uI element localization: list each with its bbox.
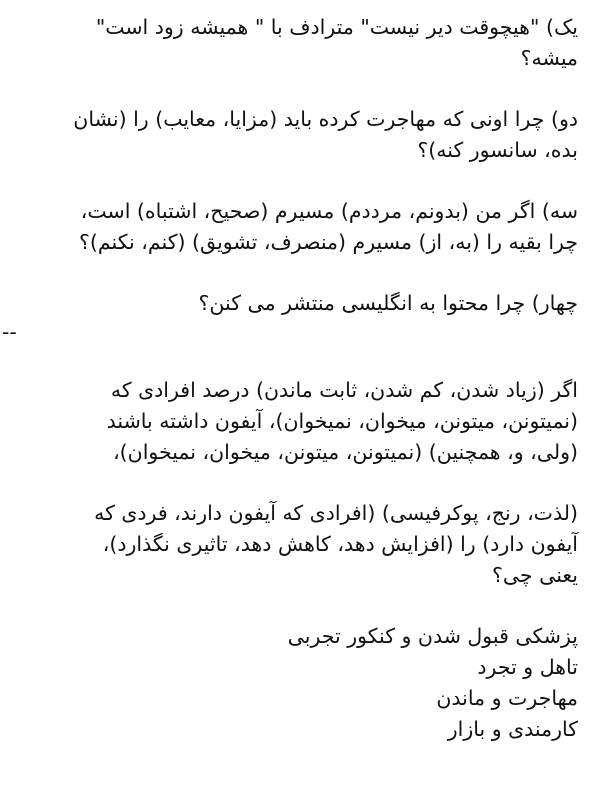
text-line: (نمیتونن، میتونن، میخوان، نمیخوان)، آیفون داشته باشند [106,409,578,433]
list-item: مهاجرت و ماندن [436,686,578,710]
text-line: (ولی، و، همچنین) (نمیتونن، میتونن، میخوان، نمیخوان)، [113,440,578,464]
paragraph-gap [22,591,578,621]
list-item: تاهل و تجرد [477,655,578,679]
paragraph-6 [22,498,578,591]
text-line: سه) اگر من (بدونم، مرددم) مسیرم (صحیح، اشتباه) است، [80,199,578,223]
question-2 [22,104,578,166]
text-line: یک) "هیچوقت دیر نیست" مترادف با " همیشه زود است" [95,15,578,39]
text-line: چهار) چرا محتوا به انگلیسی منتشر می کنن؟ [198,291,578,315]
paragraph-gap [22,345,578,375]
text-line: اگر (زیاد شدن، کم شدن، ثابت ماندن) درصد افرادی که [110,378,578,402]
question-1 [22,12,578,74]
text-line: چرا بقیه را (به، از) مسیرم (منصرف، تشویق) (کنم، نکنم)؟ [79,230,578,254]
paragraph-gap [22,74,578,104]
text-line: بده، سانسور کنه)؟ [417,138,578,162]
list-item: پزشکی قبول شدن و کنکور تجربی [287,624,578,648]
text-line: دو) چرا اونی که مهاجرت کرده باید (مزایا، معایب) را (نشان [73,107,578,131]
question-4 [22,288,578,319]
text-line: میشه؟ [520,46,578,70]
list-item: کارمندی و بازار [447,717,578,741]
divider-dashes: -- [2,320,17,344]
topic-list [22,621,578,745]
paragraph-gap [22,258,578,288]
text-line: یعنی چی؟ [491,563,578,587]
paragraph-gap [22,468,578,498]
paragraph-gap [22,166,578,196]
question-3 [22,196,578,258]
paragraph-5 [22,375,578,468]
text-line: (لذت، رنج، پوکرفیسی) (افرادی که آیفون دارند، فردی که [94,501,578,525]
text-line: آیفون دارد) را (افزایش دهد، کاهش دهد، تاثیری نگذارد)، [102,532,578,556]
